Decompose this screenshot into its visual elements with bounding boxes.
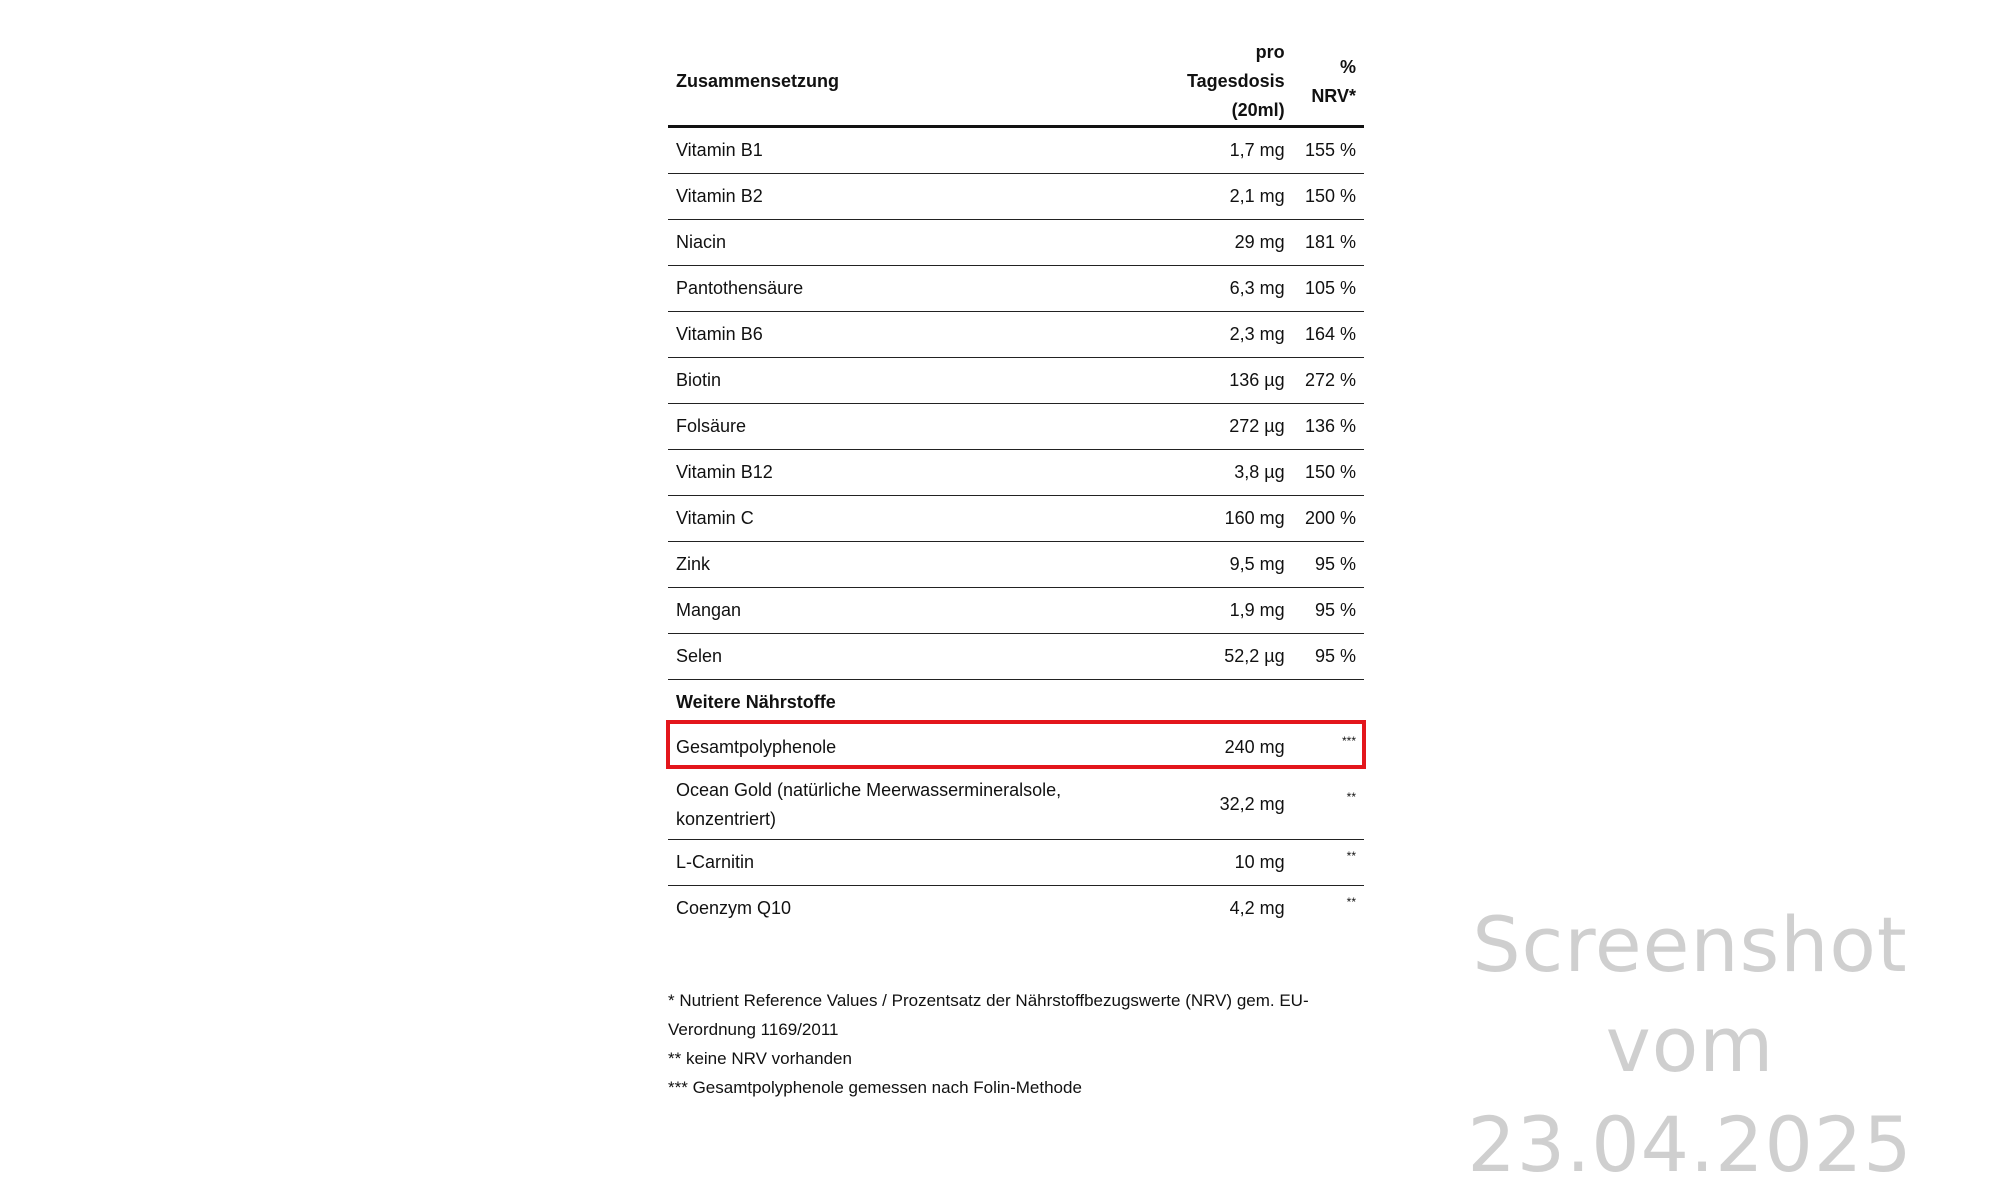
nutrient-table-container: [668, 38, 1364, 931]
nrv-footnote-mark: **: [1346, 849, 1356, 863]
nutrient-name: Folsäure: [668, 404, 1160, 450]
nutrient-nrv: 272 %: [1293, 358, 1364, 404]
watermark-line1: Screenshot vom: [1472, 900, 1908, 1089]
nutrient-nrv: 150 %: [1293, 450, 1364, 496]
nutrient-dose: 29 mg: [1160, 220, 1293, 266]
table-row: [668, 404, 1364, 450]
nutrient-nrv: [1293, 886, 1364, 932]
header-nrv: [1293, 38, 1364, 127]
header-nrv-line1: %: [1339, 56, 1356, 77]
nutrient-dose: 2,3 mg: [1160, 312, 1293, 358]
nutrient-nrv: [1293, 725, 1364, 770]
nutrient-dose: 32,2 mg: [1160, 770, 1293, 840]
watermark-line2: 23.04.2025: [1467, 1100, 1913, 1189]
table-row: [668, 220, 1364, 266]
nutrient-dose: 1,7 mg: [1160, 127, 1293, 174]
table-row-highlighted: [668, 725, 1364, 770]
table-row: [668, 312, 1364, 358]
nutrient-dose: 3,8 µg: [1160, 450, 1293, 496]
nutrient-name: Vitamin B2: [668, 174, 1160, 220]
nutrient-nrv: 150 %: [1293, 174, 1364, 220]
nutrient-dose: 240 mg: [1224, 737, 1285, 757]
nutrient-name: Niacin: [668, 220, 1160, 266]
nutrient-nrv: 95 %: [1293, 634, 1364, 680]
nutrient-name: L-Carnitin: [668, 840, 1160, 886]
nutrient-dose: 4,2 mg: [1229, 898, 1285, 918]
nutrient-nrv: [1293, 840, 1364, 886]
section-header-row: [668, 680, 1364, 726]
table-row: [668, 886, 1364, 932]
header-daily-dose: [1160, 38, 1293, 127]
table-row: [668, 770, 1364, 840]
nrv-footnote-mark: **: [1346, 790, 1356, 804]
header-daily-dose-line2: (20ml): [1231, 100, 1285, 120]
table-row: [668, 266, 1364, 312]
nutrient-nrv: [1293, 770, 1364, 840]
nutrient-name: Biotin: [668, 358, 1160, 404]
nutrient-name: Mangan: [668, 588, 1160, 634]
table-row: [668, 127, 1364, 174]
footnote-nrv-definition: * Nutrient Reference Values / Prozentsatz der Nährstoffbezugswerte (NRV) gem. EU-Verordnung 1169/2011: [668, 991, 1309, 1039]
nutrient-name: Vitamin B1: [668, 127, 1160, 174]
nutrient-name: Vitamin B12: [668, 450, 1160, 496]
table-row: [668, 496, 1364, 542]
nutrient-nrv: 155 %: [1293, 127, 1364, 174]
nutrient-dose: 160 mg: [1160, 496, 1293, 542]
section-label-further-nutrients: Weitere Nährstoffe: [676, 692, 836, 712]
nutrient-nrv: 181 %: [1293, 220, 1364, 266]
nutrient-dose: 1,9 mg: [1160, 588, 1293, 634]
nutrient-nrv: 105 %: [1293, 266, 1364, 312]
nutrient-nrv: 95 %: [1293, 588, 1364, 634]
nutrient-name: Ocean Gold (natürliche Meerwassermineralsole, konzentriert): [668, 770, 1160, 840]
nrv-footnote-mark: ***: [1341, 734, 1356, 748]
nutrient-dose: 136 µg: [1160, 358, 1293, 404]
header-composition: Zusammensetzung: [668, 38, 1160, 127]
table-row: [668, 634, 1364, 680]
nutrient-nrv: 164 %: [1293, 312, 1364, 358]
nutrient-table: [668, 38, 1364, 931]
nutrient-nrv: 200 %: [1293, 496, 1364, 542]
nutrient-name: Pantothensäure: [668, 266, 1160, 312]
nutrient-name: Vitamin C: [668, 496, 1160, 542]
table-header-row: [668, 38, 1364, 127]
table-row: [668, 450, 1364, 496]
nutrient-dose: 6,3 mg: [1160, 266, 1293, 312]
nrv-footnote-mark: **: [1346, 895, 1356, 909]
nutrient-name: Gesamtpolyphenole: [676, 737, 837, 757]
nutrient-dose: 2,1 mg: [1160, 174, 1293, 220]
nutrient-name: Coenzym Q10: [676, 898, 792, 918]
table-row: [668, 358, 1364, 404]
footnotes: [668, 986, 1348, 1102]
table-row: [668, 542, 1364, 588]
nutrient-dose: 52,2 µg: [1160, 634, 1293, 680]
nutrient-nrv: 95 %: [1293, 542, 1364, 588]
nutrient-dose: 10 mg: [1160, 840, 1293, 886]
nutrient-dose: 272 µg: [1160, 404, 1293, 450]
nutrient-name: Vitamin B6: [668, 312, 1160, 358]
table-row: [668, 174, 1364, 220]
footnote-polyphenol-method: *** Gesamtpolyphenole gemessen nach Folin-Methode: [668, 1078, 1082, 1097]
screenshot-date-watermark: [1380, 895, 2000, 1195]
footnote-no-nrv: ** keine NRV vorhanden: [668, 1049, 852, 1068]
header-daily-dose-line1: pro Tagesdosis: [1186, 42, 1285, 91]
table-row: [668, 588, 1364, 634]
table-row: [668, 840, 1364, 886]
nutrient-name: Selen: [668, 634, 1160, 680]
nutrient-dose: 9,5 mg: [1160, 542, 1293, 588]
nutrient-nrv: 136 %: [1293, 404, 1364, 450]
nutrient-name: Zink: [668, 542, 1160, 588]
header-nrv-line2: NRV*: [1311, 85, 1356, 106]
